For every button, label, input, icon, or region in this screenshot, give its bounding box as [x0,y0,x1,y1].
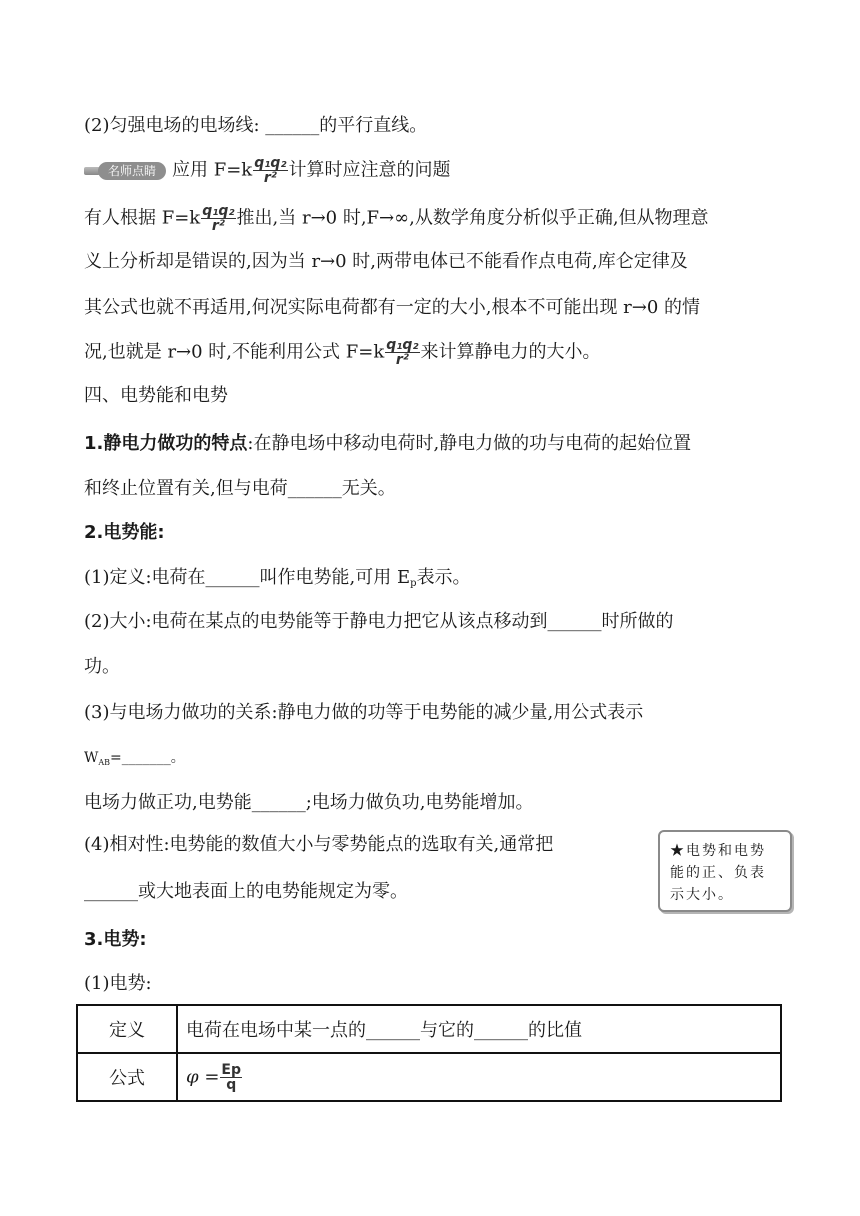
paragraph-line-3: 其公式也就不再适用,何况实际电荷都有一定的大小,根本不可能出现 r→0 的情 [84,297,701,318]
paragraph-line-1-pre: 有人根据 F=k [84,207,201,229]
table-cell-formula [177,1053,781,1101]
w-letter: W [84,750,99,766]
potential-table [76,1004,782,1102]
tip-badge [84,162,168,180]
relation-formula-line [84,745,185,775]
relativity-line-2: ______或大地表面上的电势能规定为零。 [84,881,408,902]
fraction-denominator: q [226,1076,237,1093]
w-subscript: AB [98,758,111,767]
table-cell-definition: 电荷在电场中某一点的______与它的______的比值 [177,1005,781,1053]
tip-heading-pre: 应用 F=k [172,159,253,181]
paragraph-line-2: 义上分析却是错误的,因为当 r→0 时,两带电体已不能看作点电荷,库仑定律及 [84,251,688,272]
work-feature-heading: 1.静电力做功的特点 [84,433,248,454]
definition-pre: (1)定义:电荷在______叫作电势能,可用 E [84,567,411,588]
positive-work-line: 电场力做正功,电势能______;电场力做负功,电势能增加。 [84,792,534,813]
fraction-numerator: q₁q₂ [202,203,235,219]
paragraph-line-1 [84,204,709,233]
tip-heading-post: 计算时应注意的问题 [288,159,451,181]
fraction-numerator: q₁q₂ [254,155,287,171]
fraction-numerator: Ep [221,1061,242,1078]
potential-subheading: (1)电势: [84,973,152,994]
potential-energy-heading: 2.电势能: [84,522,165,543]
definition-line [84,566,471,596]
tip-heading [84,156,451,185]
fraction-numerator: q₁q₂ [386,337,419,353]
fraction-denominator: r² [211,218,225,234]
relativity-line: (4)相对性:电势能的数值大小与零势能点的选取有关,通常把 [84,834,554,855]
coulomb-fraction [253,156,287,185]
table-row [77,1053,781,1101]
fraction-denominator: r² [395,352,409,368]
potential-fraction [220,1063,242,1092]
work-feature-line-2: 和终止位置有关,但与电荷______无关。 [84,478,396,499]
tip-badge-label: 名师点睛 [98,162,166,180]
paragraph-line-4 [84,338,601,367]
ep-subscript: p [410,578,417,589]
paragraph-line-4-pre: 况,也就是 r→0 时,不能利用公式 F=k [84,341,385,363]
section-heading-4: 四、电势能和电势 [84,385,228,406]
paragraph-line-1-post: 推出,当 r→0 时,F→∞,从数学角度分析似乎正确,但从物理意 [236,207,709,229]
work-feature-text: :在静电场中移动电荷时,静电力做的功与电荷的起始位置 [247,433,692,454]
side-note: ★电势和电势能的正、负表示大小。 [658,830,792,912]
w-formula-rest: =_______。 [110,750,185,766]
line-uniform-field: (2)匀强电场的电场线: ______的平行直线。 [84,115,428,136]
table-head-definition: 定义 [77,1005,177,1053]
coulomb-fraction [385,338,419,367]
definition-post: 表示。 [416,567,471,588]
phi-symbol: φ = [186,1066,220,1087]
coulomb-fraction [201,204,235,233]
fraction-denominator: r² [263,170,277,186]
paragraph-line-4-post: 来计算静电力的大小。 [420,341,601,363]
table-head-formula: 公式 [77,1053,177,1101]
table-row [77,1005,781,1053]
potential-heading: 3.电势: [84,929,147,950]
magnitude-line: (2)大小:电荷在某点的电势能等于静电力把它从该点移动到______时所做的 [84,611,674,632]
work-feature-line [84,432,691,456]
relation-line: (3)与电场力做功的关系:静电力做的功等于电势能的减少量,用公式表示 [84,702,644,723]
magnitude-line-2: 功。 [84,656,120,677]
